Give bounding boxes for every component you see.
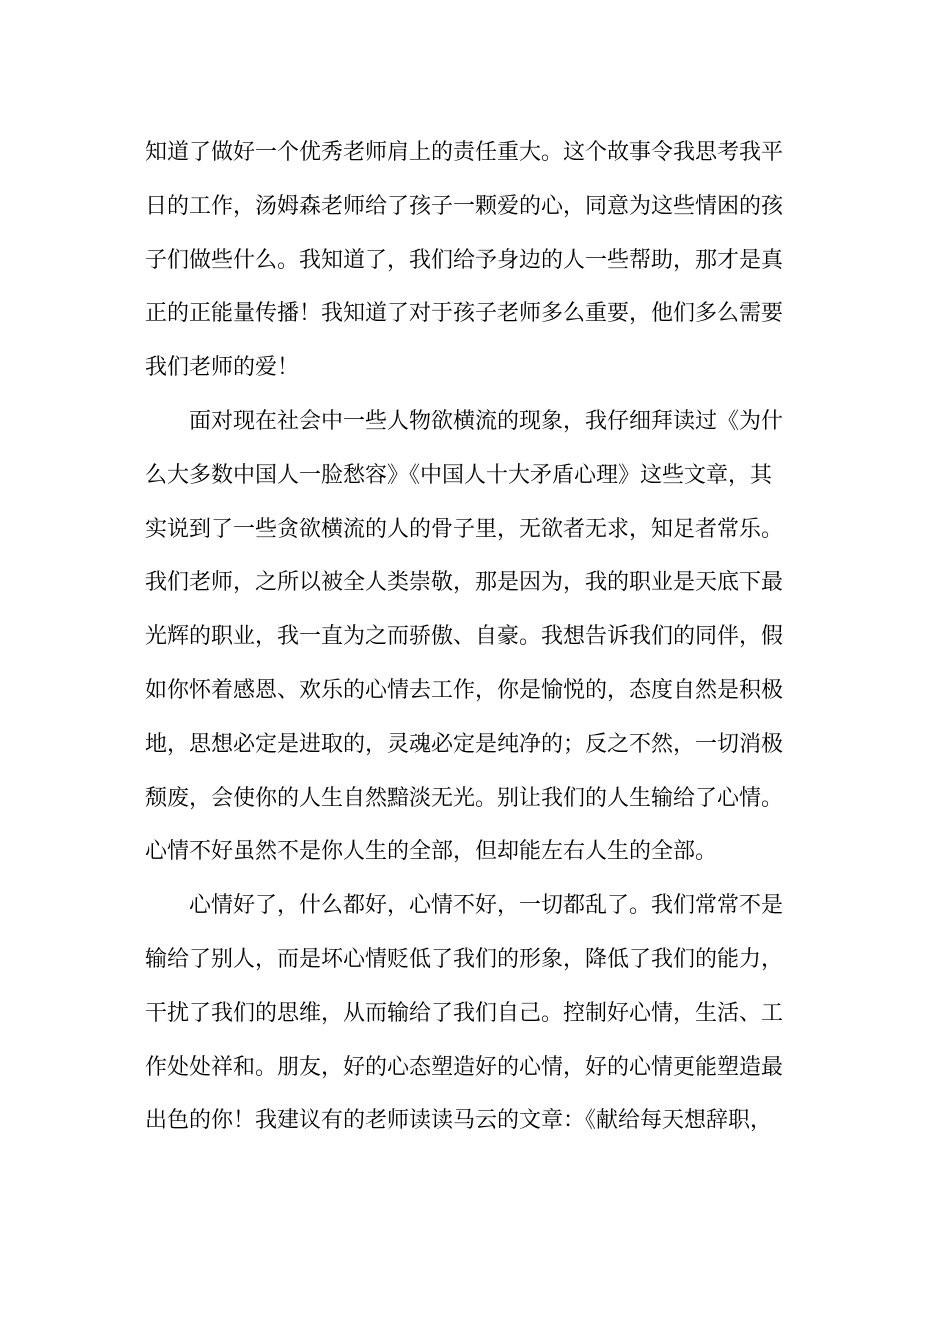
text-line: 知道了做好一个优秀老师肩上的责任重大。这个故事令我思考我平 [145,140,784,165]
text-line: 光辉的职业，我一直为之而骄傲、自豪。我想告诉我们的同伴，假 [145,624,784,650]
text-line: 地，思想必定是进取的，灵魂必定是纯净的；反之不然，一切消极 [145,731,784,757]
text-line: 作处处祥和。朋友，好的心态塑造好的心情，好的心情更能塑造最 [145,1054,784,1080]
text-line: 子们做些什么。我知道了，我们给予身边的人一些帮助，那才是真 [145,247,784,273]
body-text [145,126,810,1148]
text-line: 如你怀着感恩、欢乐的心情去工作，你是愉悦的，态度自然是积极 [145,677,784,703]
text-line: 出色的你！我建议有的老师读读马云的文章：《献给每天想辞职， [145,1108,773,1134]
text-line-indented: 心情好了，什么都好，心情不好，一切都乱了。我们常常不是 [189,893,784,919]
text-line: 么大多数中国人一脸愁容》《中国人十大矛盾心理》这些文章，其 [145,462,773,488]
text-line: 输给了别人，而是坏心情贬低了我们的形象，降低了我们的能力， [145,946,784,972]
text-line: 实说到了一些贪欲横流的人的骨子里，无欲者无求，知足者常乐。 [145,516,784,542]
text-line: 干扰了我们的思维，从而输给了我们自己。控制好心情，生活、工 [145,1000,784,1026]
text-line-indented: 面对现在社会中一些人物欲横流的现象，我仔细拜读过《为什 [189,408,784,434]
text-line: 我们老师，之所以被全人类崇敬，那是因为，我的职业是天底下最 [145,570,784,596]
text-line: 颓废，会使你的人生自然黯淡无光。别让我们的人生输给了心情。 [145,785,784,811]
text-line: 正的正能量传播！我知道了对于孩子老师多么重要，他们多么需要 [145,301,784,327]
text-line: 心情不好虽然不是你人生的全部，但却能左右人生的全部。 [145,839,718,865]
text-line: 日的工作，汤姆森老师给了孩子一颗爱的心，同意为这些情困的孩 [145,193,784,219]
text-line: 我们老师的爱！ [145,355,300,381]
